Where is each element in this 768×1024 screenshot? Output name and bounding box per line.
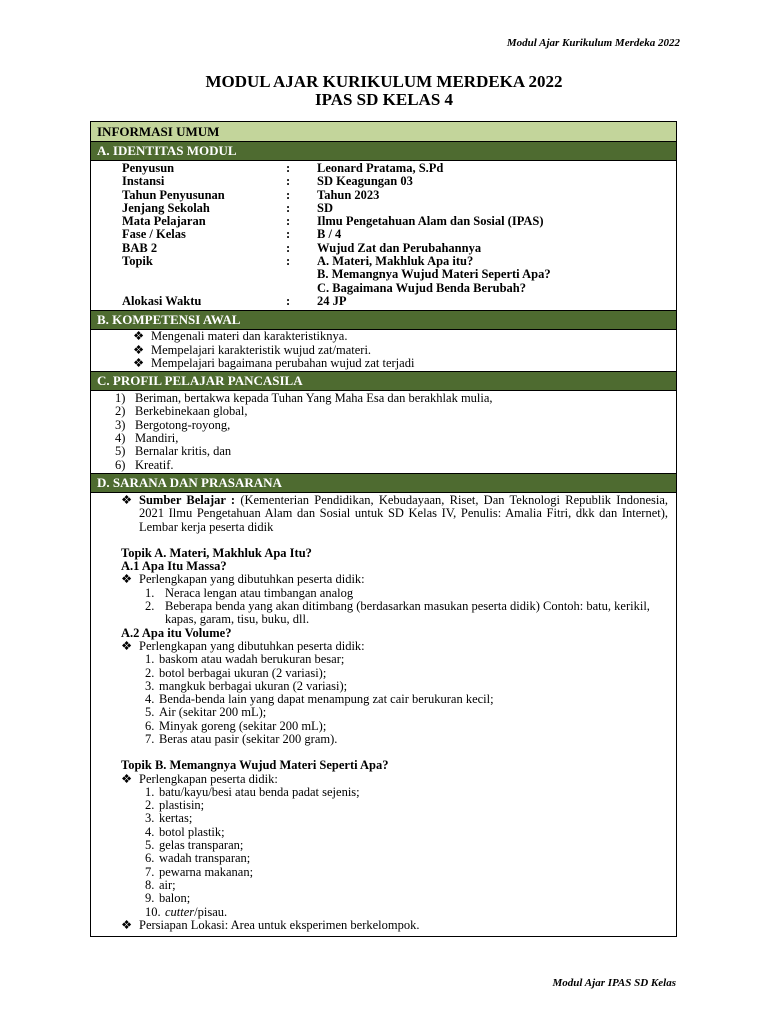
list-item (115, 445, 676, 458)
identitas-value: Tahun 2023 (317, 187, 380, 202)
list-item (145, 693, 668, 706)
list-item (133, 330, 676, 343)
item-text: Benda-benda lain yang dapat menampung zat cair berukuran kecil; (159, 692, 494, 707)
identitas-colon: : (286, 254, 291, 269)
identitas-colon: : (286, 227, 291, 242)
list-item (115, 392, 676, 405)
persiapan-text: Persiapan Lokasi: Area untuk eksperimen berkelompok. (139, 917, 420, 932)
list-item (145, 600, 668, 627)
identitas-row (91, 215, 676, 228)
running-header: Modul Ajar Kurikulum Merdeka 2022 (506, 37, 680, 49)
item-text: wadah transparan; (159, 851, 251, 866)
identitas-colon: : (286, 200, 291, 215)
a1-heading: A.1 Apa Itu Massa? (121, 559, 227, 574)
identitas-value: A. Materi, Makhluk Apa itu? (317, 254, 474, 269)
module-table (90, 121, 677, 937)
identitas-row (91, 295, 676, 308)
diamond-bullet-icon: ❖ (133, 355, 145, 370)
sumber-belajar (121, 494, 668, 534)
identitas-value: Wujud Zat dan Perubahannya (317, 240, 482, 255)
item-number: 7. (145, 731, 155, 746)
item-text: gelas transparan; (159, 838, 244, 853)
item-number: 5. (145, 705, 155, 720)
item-number: 2. (145, 665, 155, 680)
list-item (133, 344, 676, 357)
list-item (145, 653, 668, 666)
section-c-header: C. PROFIL PELAJAR PANCASILA (91, 371, 676, 390)
item-text: Neraca lengan atau timbangan analog (165, 585, 354, 600)
item-number: 5) (115, 444, 126, 459)
item-number: 4) (115, 431, 126, 446)
title-line-2: IPAS SD KELAS 4 (314, 90, 454, 109)
diamond-bullet-icon: ❖ (121, 572, 133, 587)
item-text: Minyak goreng (sekitar 200 mL); (159, 718, 327, 733)
identitas-label (91, 282, 286, 295)
informasi-umum-header: INFORMASI UMUM (91, 122, 676, 141)
identitas-row (91, 268, 676, 281)
running-footer: Modul Ajar IPAS SD Kelas (552, 977, 676, 989)
identitas-value: B. Memangnya Wujud Materi Seperti Apa? (317, 267, 551, 282)
identitas-row (91, 202, 676, 215)
item-text: Beberapa benda yang akan ditimbang (berdasarkan masukan peserta didik) Contoh: batu, kerikil, kapas, garam, tisu, buku, dll. (165, 599, 650, 627)
item-number: 3. (145, 678, 155, 693)
item-number: 5. (145, 838, 155, 853)
diamond-bullet-icon: ❖ (121, 638, 133, 653)
item-number: 1. (145, 585, 155, 600)
item-text: Mempelajari karakteristik wujud zat/materi. (151, 342, 372, 357)
list-item (115, 432, 676, 445)
identitas-colon (286, 268, 317, 281)
a2-perlengkapan (121, 640, 668, 653)
item-italic: cutter (165, 904, 195, 919)
identitas-label: Tahun Penyusunan (122, 187, 225, 202)
item-text: Berkebinekaan global, (135, 404, 248, 419)
list-item (145, 706, 668, 719)
item-number: 2. (145, 599, 155, 614)
item-number: 9. (145, 891, 155, 906)
item-text: kertas; (159, 811, 193, 826)
list-item (145, 879, 668, 892)
diamond-bullet-icon: ❖ (133, 329, 145, 344)
list-item (145, 733, 668, 746)
list-item (145, 720, 668, 733)
item-number: 6. (145, 718, 155, 733)
identitas-row (91, 242, 676, 255)
diamond-bullet-icon: ❖ (121, 917, 133, 932)
item-text: Bernalar kritis, dan (135, 444, 232, 459)
identitas-value: Ilmu Pengetahuan Alam dan Sosial (IPAS) (317, 214, 544, 229)
list-item (145, 680, 668, 693)
item-number: 6. (145, 851, 155, 866)
identitas-row (91, 162, 676, 175)
identitas-value: C. Bagaimana Wujud Benda Berubah? (317, 280, 526, 295)
perlengkapan-label: Perlengkapan yang dibutuhkan peserta didik: (139, 572, 365, 587)
item-text: pewarna makanan; (159, 864, 254, 879)
identitas-value: B / 4 (317, 227, 342, 242)
a1-list (121, 587, 668, 627)
list-item (145, 866, 668, 879)
item-number: 2. (145, 798, 155, 813)
persiapan-lokasi (121, 919, 668, 932)
identitas-label: Mata Pelajaran (122, 214, 206, 229)
identitas-colon: : (286, 161, 291, 175)
identitas-label: Topik (122, 254, 153, 269)
list-item (145, 852, 668, 865)
item-number: 7. (145, 864, 155, 879)
item-text: balon; (159, 891, 191, 906)
a2-heading: A.2 Apa itu Volume? (121, 625, 232, 640)
item-number: 1. (145, 652, 155, 667)
topik-a-heading: Topik A. Materi, Makhluk Apa Itu? (121, 545, 312, 560)
item-number: 4. (145, 824, 155, 839)
identitas-row (91, 228, 676, 241)
item-text: air; (159, 877, 176, 892)
identitas-modul (91, 160, 676, 310)
item-number: 6) (115, 457, 126, 472)
identitas-label: Fase / Kelas (122, 227, 186, 242)
item-number: 3. (145, 811, 155, 826)
item-text: Bergotong-royong, (135, 417, 231, 432)
identitas-colon (286, 282, 317, 295)
item-text: Kreatif. (135, 457, 174, 472)
sarana-prasarana (91, 492, 676, 936)
perlengkapan-label: Perlengkapan peserta didik: (139, 771, 278, 786)
title-line-1: MODUL AJAR KURIKULUM MERDEKA 2022 (205, 72, 563, 91)
identitas-label: Instansi (122, 174, 165, 189)
topik-b-heading: Topik B. Memangnya Wujud Materi Seperti Apa? (121, 758, 389, 773)
list-item (115, 405, 676, 418)
list-item (145, 587, 668, 600)
identitas-label: Alokasi Waktu (122, 293, 202, 308)
perlengkapan-label: Perlengkapan yang dibutuhkan peserta didik: (139, 638, 365, 653)
a2-list (121, 653, 668, 746)
item-number: 8. (145, 877, 155, 892)
section-d-header: D. SARANA DAN PRASARANA (91, 473, 676, 492)
list-item (145, 812, 668, 825)
item-number: 4. (145, 692, 155, 707)
list-item (133, 357, 676, 370)
list-item (145, 667, 668, 680)
list-item (145, 786, 668, 799)
b-list (121, 786, 668, 906)
item-number: 1. (145, 784, 155, 799)
identitas-colon: : (286, 174, 291, 189)
item-text: Beras atau pasir (sekitar 200 gram). (159, 731, 338, 746)
item-number: 1) (115, 391, 126, 406)
item-text: botol plastik; (159, 824, 225, 839)
identitas-colon: : (286, 293, 291, 308)
a1-perlengkapan (121, 573, 668, 586)
section-b-header: B. KOMPETENSI AWAL (91, 310, 676, 329)
diamond-bullet-icon: ❖ (121, 492, 133, 507)
item-text: botol berbagai ukuran (2 variasi); (159, 665, 327, 680)
section-a-header: A. IDENTITAS MODUL (91, 141, 676, 160)
profil-pelajar-list (91, 390, 676, 473)
identitas-row (91, 175, 676, 188)
identitas-label (91, 268, 286, 281)
item-number: 2) (115, 404, 126, 419)
identitas-value: SD (317, 200, 333, 215)
item-text: mangkuk berbagai ukuran (2 variasi); (159, 678, 348, 693)
item-text: plastisin; (159, 798, 205, 813)
identitas-colon: : (286, 240, 291, 255)
kompetensi-awal-list (91, 329, 676, 371)
identitas-label: Jenjang Sekolah (122, 200, 210, 215)
list-item (145, 799, 668, 812)
identitas-row (91, 189, 676, 202)
identitas-value: Leonard Pratama, S.Pd (317, 161, 444, 175)
list-item (145, 839, 668, 852)
item-text: Mempelajari bagaimana perubahan wujud zat terjadi (151, 355, 415, 370)
identitas-row (91, 282, 676, 295)
identitas-value: SD Keagungan 03 (317, 174, 413, 189)
diamond-bullet-icon: ❖ (133, 342, 145, 357)
list-item (115, 419, 676, 432)
identitas-value: 24 JP (317, 293, 347, 308)
item-text: baskom atau wadah berukuran besar; (159, 652, 345, 667)
sumber-label: Sumber Belajar : (139, 492, 236, 507)
item-text: /pisau. (194, 904, 228, 919)
list-item (115, 459, 676, 472)
item-text: Mengenali materi dan karakteristiknya. (151, 329, 348, 344)
item-text: batu/kayu/besi atau benda padat sejenis; (159, 784, 360, 799)
identitas-row (91, 255, 676, 268)
identitas-colon: : (286, 187, 291, 202)
list-item (121, 906, 668, 919)
item-text: Beriman, bertakwa kepada Tuhan Yang Maha Esa dan berakhlak mulia, (135, 391, 493, 406)
list-item (145, 826, 668, 839)
identitas-label: BAB 2 (122, 240, 158, 255)
item-number: 10. (145, 904, 161, 919)
item-text: Air (sekitar 200 mL); (159, 705, 267, 720)
item-text: Mandiri, (135, 431, 179, 446)
b-perlengkapan (121, 773, 668, 786)
diamond-bullet-icon: ❖ (121, 771, 133, 786)
list-item (145, 892, 668, 905)
identitas-colon: : (286, 214, 291, 229)
identitas-label: Penyusun (122, 161, 175, 175)
sumber-text: (Kementerian Pendidikan, Kebudayaan, Riset, Dan Teknologi Republik Indonesia, 2021 Ilmu Pengetahuan Alam dan Sosial untuk SD Kelas IV, Penulis: Amalia Fitri, dkk dan Internet), Lembar kerja peserta didik (139, 492, 668, 534)
page-title (0, 73, 768, 109)
item-number: 3) (115, 417, 126, 432)
